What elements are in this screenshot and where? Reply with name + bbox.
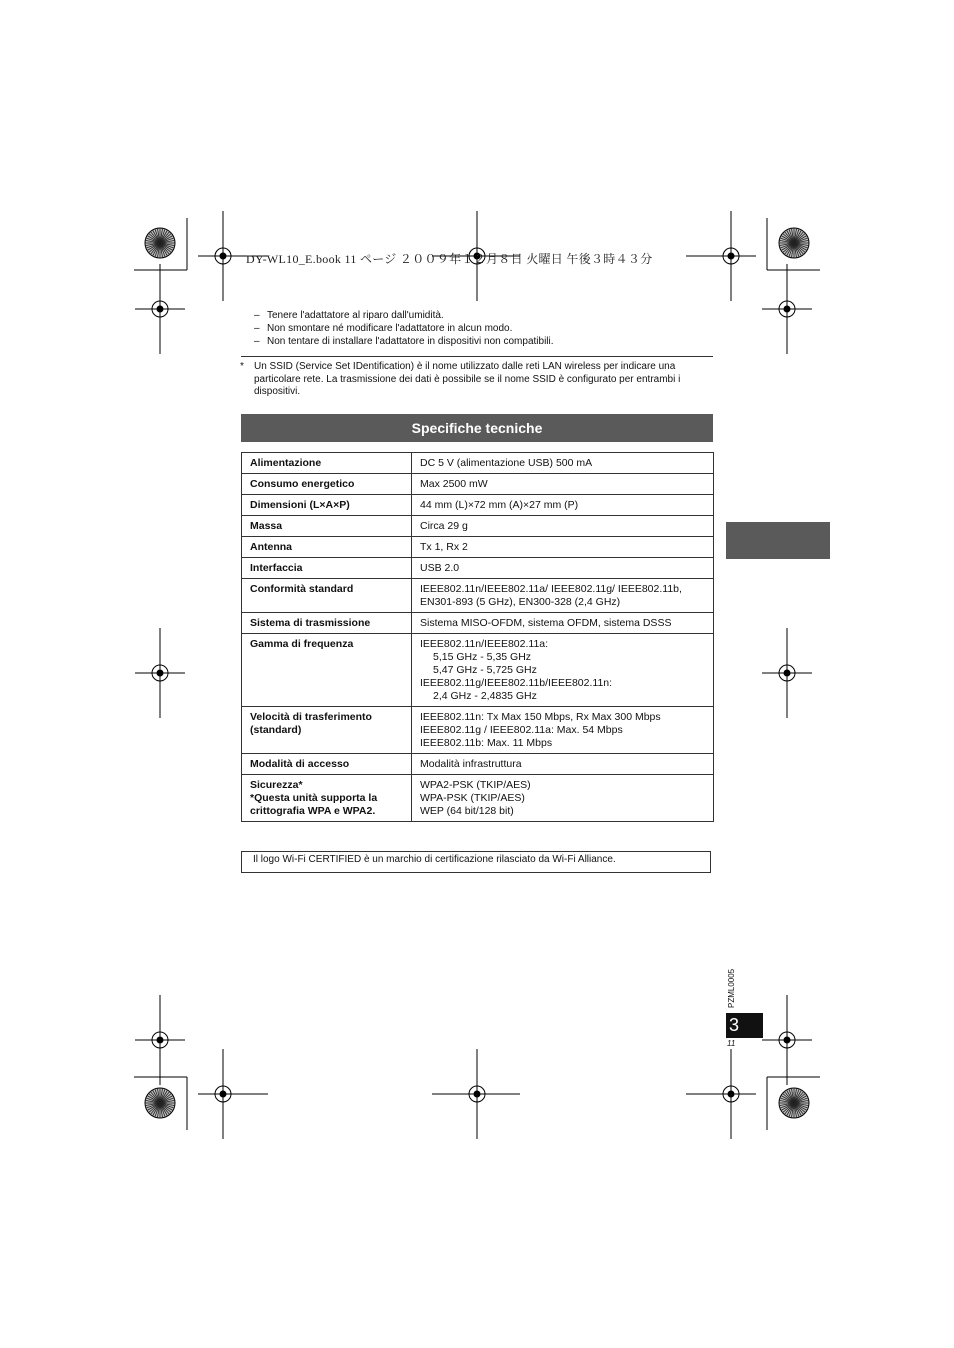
registration-cross xyxy=(135,264,185,354)
spec-value-line: Modalità infrastruttura xyxy=(420,758,522,770)
spec-value xyxy=(412,707,714,754)
trademark-note: Il logo Wi-Fi CERTIFIED è un marchio di certificazione rilasciato da Wi-Fi Alliance. xyxy=(241,851,711,873)
spec-value xyxy=(412,453,714,474)
print-header: DY-WL10_E.book 11 ページ ２００９年１２月８日 火曜日 午後３時４３分 xyxy=(246,252,653,266)
table-row xyxy=(242,707,714,754)
spec-value xyxy=(412,558,714,579)
list-item: – Non smontare né modificare l'adattatore in alcun modo. xyxy=(254,323,513,334)
spec-value-line: 5,15 GHz - 5,35 GHz xyxy=(433,651,532,663)
footnote: * Un SSID (Service Set IDentification) è il nome utilizzato dalle reti LAN wireless per indicare una particolare rete. La trasmissione dei dati è possibile se il nome SSID è configurato per entrambi i dispositivi. xyxy=(240,361,681,397)
divider xyxy=(241,356,713,357)
table-row xyxy=(242,474,714,495)
table-row xyxy=(242,516,714,537)
spec-value-line: WEP (64 bit/128 bit) xyxy=(420,805,514,817)
table-row xyxy=(242,495,714,516)
section-title: Specifiche tecniche xyxy=(241,414,713,442)
language-badge: 3 xyxy=(726,1013,763,1038)
registration-cross xyxy=(762,628,812,718)
spec-value xyxy=(412,474,714,495)
spec-value-line: IEEE802.11n/IEEE802.11a/ IEEE802.11g/ IEEE802.11b, xyxy=(420,583,682,595)
starburst-target xyxy=(779,1088,809,1118)
spec-label: Dimensioni (L×A×P) xyxy=(242,495,412,516)
spec-label: Gamma di frequenza xyxy=(242,634,412,707)
registration-cross xyxy=(706,211,756,301)
list-item: – Non tentare di installare l'adattatore in dispositivi non compatibili. xyxy=(254,336,554,347)
spec-label: Sicurezza* *Questa unità supporta la crittografia WPA e WPA2. xyxy=(242,775,412,822)
table-row xyxy=(242,537,714,558)
spec-value-line: Circa 29 g xyxy=(420,520,468,532)
spec-label: Modalità di accesso xyxy=(242,754,412,775)
chapter-tab xyxy=(726,522,830,559)
spec-value xyxy=(412,516,714,537)
spec-value xyxy=(412,634,714,707)
document-code: PZML0005 xyxy=(727,968,736,1008)
spec-value-line: IEEE802.11b: Max. 11 Mbps xyxy=(420,737,553,749)
table-row xyxy=(242,453,714,474)
spec-value-line: Max 2500 mW xyxy=(420,478,488,490)
registration-cross xyxy=(762,995,812,1085)
spec-value-line: IEEE802.11n/IEEE802.11a: xyxy=(420,638,549,650)
spec-value-line: USB 2.0 xyxy=(420,562,460,574)
spec-value-line: DC 5 V (alimentazione USB) 500 mA xyxy=(420,457,593,469)
spec-value xyxy=(412,613,714,634)
spec-value xyxy=(412,495,714,516)
spec-label: Velocità di trasferimento (standard) xyxy=(242,707,412,754)
spec-value-line: 5,47 GHz - 5,725 GHz xyxy=(433,664,537,676)
spec-value-line: EN301-893 (5 GHz), EN300-328 (2,4 GHz) xyxy=(420,596,621,608)
registration-cross xyxy=(452,1049,502,1139)
registration-cross xyxy=(762,264,812,354)
spec-value-line: 44 mm (L)×72 mm (A)×27 mm (P) xyxy=(420,499,579,511)
spec-value-line: IEEE802.11g/IEEE802.11b/IEEE802.11n: xyxy=(420,677,613,689)
page-number: 11 xyxy=(727,1039,736,1048)
spec-value xyxy=(412,537,714,558)
specifications-table xyxy=(241,452,714,822)
table-row xyxy=(242,634,714,707)
table-row xyxy=(242,754,714,775)
spec-label: Massa xyxy=(242,516,412,537)
table-row xyxy=(242,579,714,613)
spec-label: Alimentazione xyxy=(242,453,412,474)
registration-cross xyxy=(135,995,185,1085)
starburst-target xyxy=(145,1088,175,1118)
list-item: – Tenere l'adattatore al riparo dall'umidità. xyxy=(254,310,444,321)
spec-value xyxy=(412,579,714,613)
spec-value-line: IEEE802.11n: Tx Max 150 Mbps, Rx Max 300 Mbps xyxy=(420,711,661,723)
spec-value-line: WPA-PSK (TKIP/AES) xyxy=(420,792,525,804)
registration-cross xyxy=(135,628,185,718)
registration-cross xyxy=(198,1049,248,1139)
spec-label: Consumo energetico xyxy=(242,474,412,495)
starburst-target xyxy=(145,228,175,258)
spec-value-line: IEEE802.11g / IEEE802.11a: Max. 54 Mbps xyxy=(420,724,623,736)
precaution-list xyxy=(254,309,554,348)
spec-value-line: Tx 1, Rx 2 xyxy=(420,541,468,553)
spec-label: Interfaccia xyxy=(242,558,412,579)
starburst-target xyxy=(779,228,809,258)
table-row xyxy=(242,775,714,822)
spec-label: Conformità standard xyxy=(242,579,412,613)
spec-value-line: WPA2-PSK (TKIP/AES) xyxy=(420,779,531,791)
table-row xyxy=(242,558,714,579)
spec-value xyxy=(412,754,714,775)
registration-cross xyxy=(198,211,248,301)
spec-label: Sistema di trasmissione xyxy=(242,613,412,634)
registration-cross xyxy=(706,1049,756,1139)
spec-label: Antenna xyxy=(242,537,412,558)
spec-value xyxy=(412,775,714,822)
table-row xyxy=(242,613,714,634)
spec-value-line: Sistema MISO-OFDM, sistema OFDM, sistema DSSS xyxy=(420,617,672,629)
spec-value-line: 2,4 GHz - 2,4835 GHz xyxy=(433,690,537,702)
